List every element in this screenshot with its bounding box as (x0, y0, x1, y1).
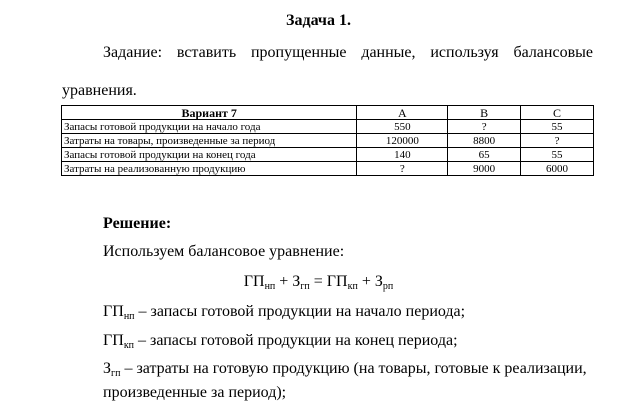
eq-term: + З (357, 273, 383, 290)
table-cell-label: Запасы готовой продукции на конец года (62, 148, 357, 162)
table-cell-a: ? (357, 162, 448, 176)
table-cell-c: ? (521, 134, 594, 148)
task-statement-line2: уравнения. (62, 82, 137, 99)
def-symbol: ГП (103, 332, 124, 349)
definition-z-gp (103, 360, 587, 379)
task-word: данные, (361, 44, 416, 61)
table-row (62, 162, 594, 176)
definition-z-gp-continued: произведенные за период); (103, 384, 287, 401)
eq-subscript: рп (382, 281, 394, 292)
definition-gp-np (103, 303, 465, 322)
table-row (62, 120, 594, 134)
table-row (62, 148, 594, 162)
table-header-b: B (448, 106, 521, 120)
data-table (61, 105, 594, 176)
task-word: пропущенные (250, 44, 347, 61)
table-cell-c: 55 (521, 148, 594, 162)
table-cell-label: Запасы готовой продукции на начало года (62, 120, 357, 134)
eq-subscript: кп (347, 281, 358, 292)
def-symbol: З (103, 360, 112, 377)
solution-intro: Используем балансовое уравнение: (103, 243, 345, 260)
table-cell-a: 550 (357, 120, 448, 134)
table-cell-c: 55 (521, 120, 594, 134)
table-cell-b: 65 (448, 148, 521, 162)
table-cell-c: 6000 (521, 162, 594, 176)
balance-equation (0, 273, 637, 292)
def-text: – затраты на готовую продукцию (на товары, готовые к реализации, (120, 360, 587, 377)
eq-term: = ГП (309, 273, 348, 290)
task-word: вставить (176, 44, 237, 61)
def-subscript: гп (111, 368, 121, 379)
eq-term: + З (275, 273, 301, 290)
table-header-variant: Вариант 7 (62, 106, 357, 120)
table-header-c: C (521, 106, 594, 120)
table-cell-a: 120000 (357, 134, 448, 148)
def-text: – запасы готовой продукции на конец периода; (134, 332, 458, 349)
table-row (62, 134, 594, 148)
task-word: используя (430, 44, 499, 61)
table-header-a: A (357, 106, 448, 120)
def-text: – запасы готовой продукции на начало периода; (134, 303, 466, 320)
table-header-row (62, 106, 594, 120)
task-statement-line1 (103, 44, 593, 62)
task-word: Задание: (103, 44, 163, 61)
eq-subscript: нп (264, 281, 276, 292)
definition-gp-kp (103, 332, 458, 351)
table-cell-b: ? (448, 120, 521, 134)
solution-heading: Решение: (103, 215, 172, 232)
table-cell-b: 8800 (448, 134, 521, 148)
eq-subscript: гп (300, 281, 310, 292)
table-cell-label: Затраты на реализованную продукцию (62, 162, 357, 176)
table-cell-label: Затраты на товары, произведенные за период (62, 134, 357, 148)
table-cell-a: 140 (357, 148, 448, 162)
def-subscript: кп (123, 340, 135, 351)
table-cell-b: 9000 (448, 162, 521, 176)
task-word: балансовые (513, 44, 593, 61)
def-subscript: нп (123, 311, 135, 322)
def-symbol: ГП (103, 303, 124, 320)
eq-term: ГП (243, 273, 265, 290)
task-title: Задача 1. (286, 12, 351, 29)
